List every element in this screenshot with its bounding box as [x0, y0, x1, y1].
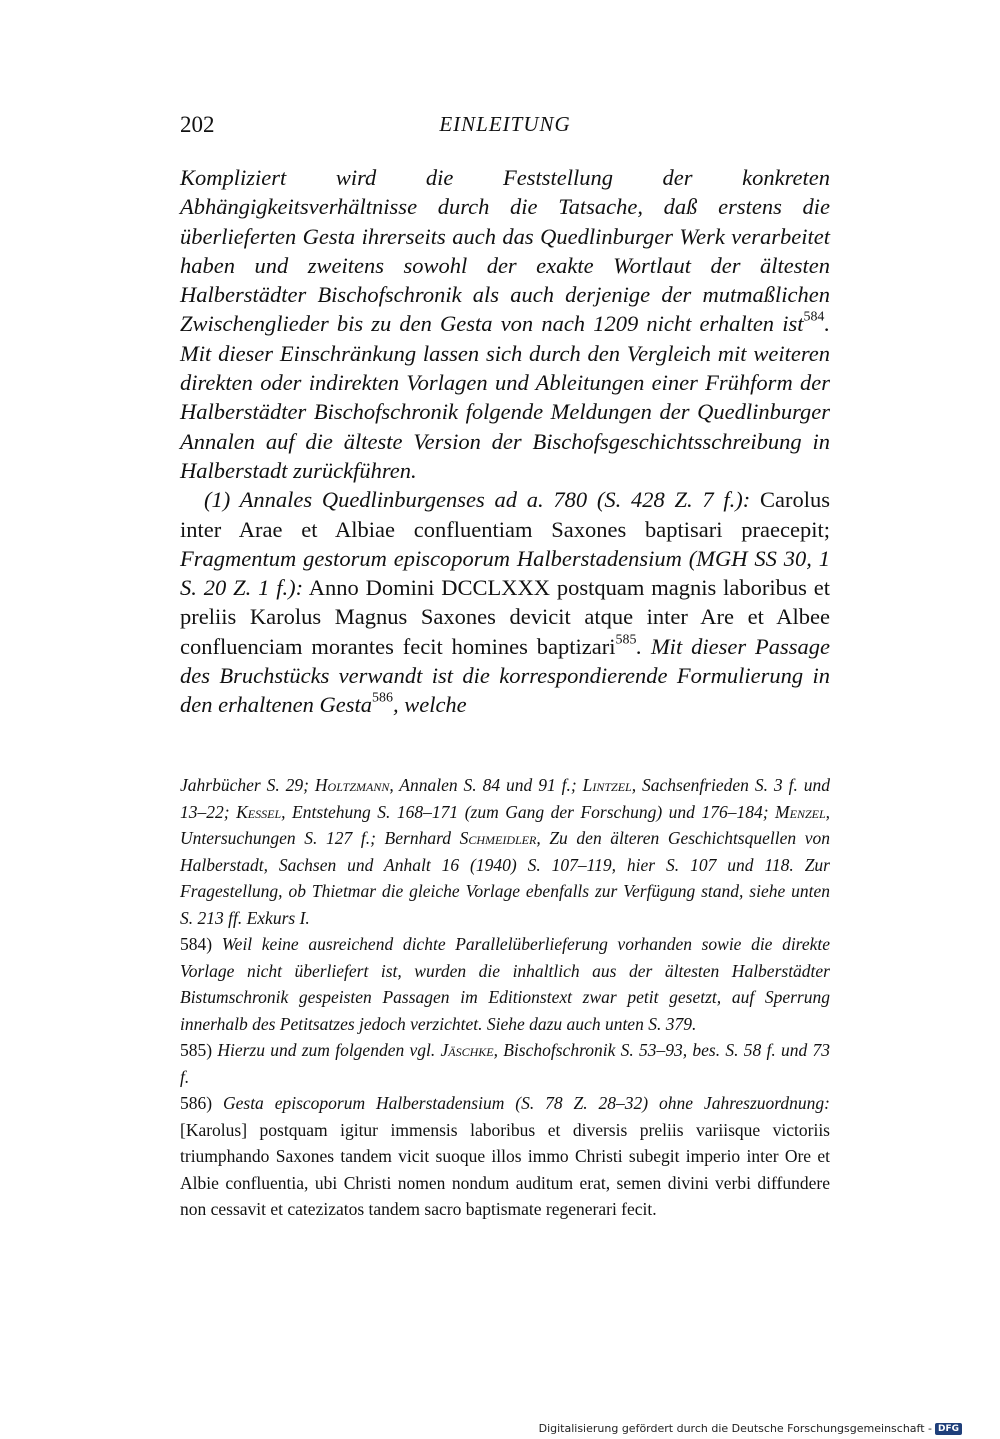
- paragraph-2-commentary-a: . Mit dieser Passage des Bruchstücks verwandt ist die korrespondierende Formulierung in den erhaltenen Gesta: [180, 633, 830, 718]
- footnote-cont-text: , Sachsenfrieden S. 3 f. und 13–22;: [180, 775, 830, 822]
- digitization-text: Digitalisierung gefördert durch die Deutsche Forschungsgemeinschaft -: [538, 1422, 932, 1435]
- paragraph-1: [180, 163, 830, 485]
- author-name: Kessel: [236, 801, 282, 822]
- quote-annales: Carolus inter Arae et Albiae confluentiam Saxones baptisari praecepit;: [180, 487, 830, 542]
- footnote-source-ref: Gesta episcoporum Halberstadensium (S. 78 Z. 28–32) ohne Jahreszuordnung:: [222, 1093, 830, 1113]
- footnote-text: Hierzu und zum folgenden vgl.: [217, 1040, 441, 1060]
- footnote-quote: [Karolus] postquam igitur immensis laboribus et diversis preliis variisque victoriis triumphando Saxones tandem vicit suoque illos immo Christi subegit imperio inter Ore et Albie confluentia, ubi Christi nomen nondum auditum erat, semen divini verbi diffundere non cessavit et catezizatos tandem sacro baptismate regenerari fecit.: [180, 1119, 830, 1219]
- footnote-cont-text: Jahrbücher S. 29;: [180, 775, 315, 795]
- dfg-logo-icon: DFG: [935, 1423, 962, 1435]
- footnote-text: Weil keine ausreichend dichte Parallelüberlieferung vorhanden sowie die direkte Vorlage nicht überliefert ist, wurden die inhaltlich aus der ältesten Halberstädter Bistumschronik gespeisten Passagen im Editionstext zwar petit gesetzt, auf Sperrung innerhalb des Petitsatzes jedoch verzichtet. Siehe dazu auch unten S. 379.: [180, 934, 831, 1034]
- source-ref-annales: (1) Annales Quedlinburgenses ad a. 780 (S. 428 Z. 7 f.):: [204, 487, 751, 513]
- paragraph-1-text-b: . Mit dieser Einschränkung lassen sich durch den Vergleich mit weiteren direkten oder indirekten Vorlagen und Ableitungen einer Frühform der Halberstädter Bischofschronik folgende Meldungen der Quedlinburger Annalen auf die älteste Version der Bischofsgeschichtsschreibung in Halberstadt zurückführen.: [180, 311, 830, 483]
- running-head: EINLEITUNG: [439, 112, 571, 136]
- page-header: [180, 112, 830, 146]
- footnote-cont-text: , Entstehung S. 168–171 (zum Gang der Forschung) und 176–184;: [281, 801, 776, 822]
- footnote-585: [180, 1037, 830, 1090]
- main-text: [180, 163, 830, 720]
- quote-fragmentum: Anno Domini DCCLXXX postquam magnis laboribus et preliis Karolus Magnus Saxones devicit atque inter Are et Albee confluenciam morantes fecit homines baptizari: [180, 575, 831, 659]
- footnote-number: 584): [180, 934, 222, 954]
- footnote-cont-text: , Untersuchungen S. 127 f.; Bernhard: [180, 801, 831, 848]
- footnote-ref-584: 584: [803, 310, 825, 326]
- source-ref-fragmentum: Fragmentum gestorum episcoporum Halberstadensium (MGH SS 30, 1 S. 20 Z. 1 f.):: [180, 545, 830, 601]
- footnote-continuation: [180, 772, 830, 931]
- footnotes: [180, 772, 830, 1223]
- author-name: Holtzmann: [314, 775, 390, 795]
- footnote-cont-text: , Annalen S. 84 und 91 f.;: [389, 775, 583, 795]
- author-name: Menzel: [775, 801, 826, 822]
- paragraph-2: [180, 485, 830, 719]
- page-number: 202: [180, 112, 215, 137]
- footnote-ref-585: 585: [615, 632, 637, 648]
- footnote-584: [180, 931, 830, 1037]
- footnote-text: , Bischofschronik S. 53–93, bes. S. 58 f. und 73 f.: [180, 1040, 830, 1087]
- digitization-credit: [539, 1422, 962, 1435]
- footnote-number: 586): [180, 1093, 223, 1113]
- footnote-586: [180, 1090, 830, 1223]
- author-name: Schmeidler: [459, 828, 537, 848]
- paragraph-1-text-a: Kompliziert wird die Feststellung der konkreten Abhängigkeitsverhältnisse durch die Tatsache, daß erstens die überlieferten Gesta ihrerseits auch das Quedlinburger Werk verarbeitet haben und zweitens sowohl der exakte Wortlaut der ältesten Halberstädter Bischofschronik als auch derjenige der mutmaßlichen Zwischenglieder bis zu den Gesta von nach 1209 nicht erhalten ist: [180, 165, 830, 337]
- footnote-ref-586: 586: [372, 690, 393, 706]
- author-name: Lintzel: [582, 775, 632, 795]
- author-name: Jäschke: [440, 1040, 494, 1060]
- footnote-cont-text: , Zu den älteren Geschichtsquellen von Halberstadt, Sachsen und Anhalt 16 (1940) S. 107–119, hier S. 107 und 118. Zur Fragestellung, ob Thietmar die gleiche Vorlage ebenfalls zur Verfügung stand, siehe unten S. 213 ff. Exkurs I.: [180, 828, 830, 928]
- paragraph-2-commentary-b: , welche: [392, 692, 467, 718]
- footnote-number: 585): [180, 1040, 218, 1060]
